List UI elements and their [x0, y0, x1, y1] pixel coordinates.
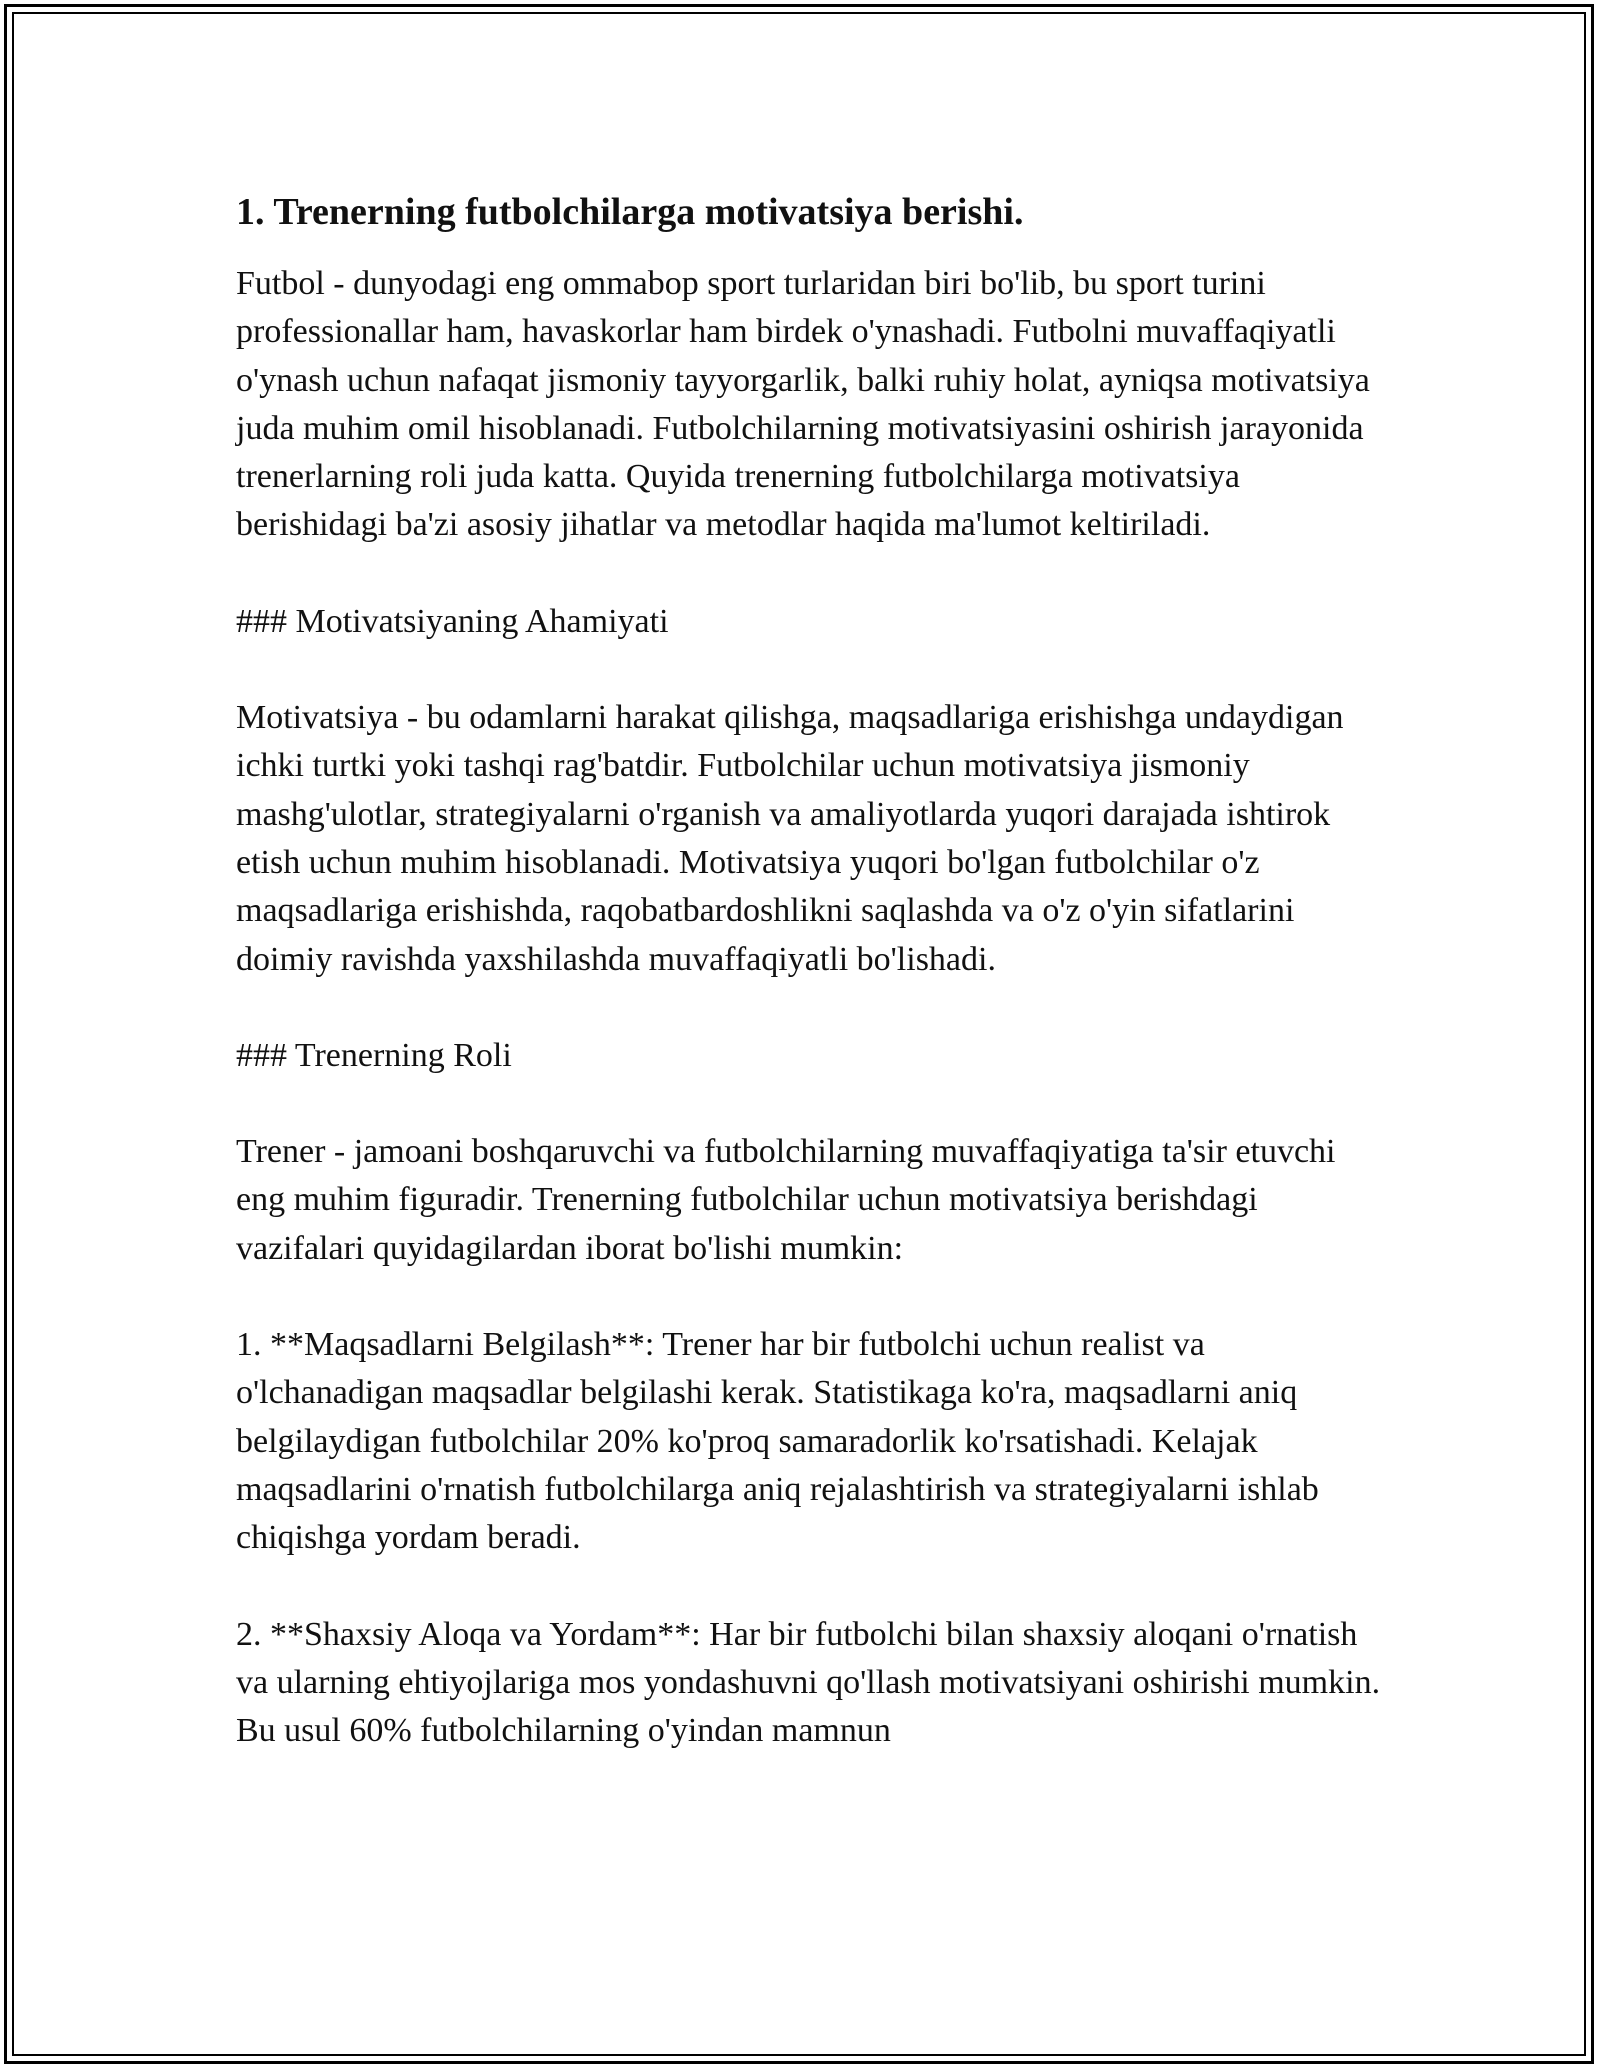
intro-paragraph: Futbol - dunyodagi eng ommabop sport turlaridan biri bo'lib, bu sport turini professionallar ham, havaskorlar ham birdek o'ynashadi. Futbolni muvaffaqiyatli o'ynash uchun nafaqat jismoniy tayyorgarlik, balki ruhiy holat, ayniqsa motivatsiya juda muhim omil hisoblanadi. Futbolchilarning motivatsiyasini oshirish jarayonida trenerlarning roli juda katta. Quyida trenerning futbolchilarga motivatsiya berishidagi ba'zi asosiy jihatlar va metodlar haqida ma'lumot keltiriladi. [236, 265, 1370, 544]
page-title: 1. Trenerning futbolchilarga motivatsiya berishi. [236, 191, 1024, 233]
section-heading-coach-role: ### Trenerning Roli [236, 1036, 512, 1074]
list-item-goals: 1. **Maqsadlarni Belgilash**: Trener har bir futbolchi uchun realist va o'lchanadigan maqsadlar belgilashi kerak. Statistikaga ko'ra, maqsadlarni aniq belgilaydigan futbolchilar 20% ko'proq samaradorlik ko'rsatishadi. Kelajak maqsadlarini o'rnatish futbolchilarga aniq rejalashtirish va strategiyalarni ishlab chiqishga yordam beradi. [236, 1326, 1319, 1557]
coach-role-paragraph: Trener - jamoani boshqaruvchi va futbolchilarning muvaffaqiyatiga ta'sir etuvchi eng muhim figuradir. Trenerning futbolchilar uchun motivatsiya berishdagi vazifalari quyidagilardan iborat bo'lishi mumkin: [236, 1133, 1336, 1267]
document-body [236, 186, 1386, 1803]
list-item-personal-contact: 2. **Shaxsiy Aloqa va Yordam**: Har bir futbolchi bilan shaxsiy aloqani o'rnatish va ularning ehtiyojlariga mos yondashuvni qo'llash motivatsiyani oshirishi mumkin. Bu usul 60% futbolchilarning o'yindan mamnun [236, 1615, 1381, 1750]
motivation-paragraph: Motivatsiya - bu odamlarni harakat qilishga, maqsadlariga erishishga undaydigan ichki turtki yoki tashqi rag'batdir. Futbolchilar uchun motivatsiya jismoniy mashg'ulotlar, strategiyalarni o'rganish va amaliyotlarda yuqori darajada ishtirok etish uchun muhim hisoblanadi. Motivatsiya yuqori bo'lgan futbolchilar o'z maqsadlariga erishishda, raqobatbardoshlikni saqlashda va o'z o'yin sifatlarini doimiy ravishda yaxshilashda muvaffaqiyatli bo'lishadi. [236, 699, 1344, 978]
section-heading-motivation: ### Motivatsiyaning Ahamiyati [236, 602, 669, 640]
